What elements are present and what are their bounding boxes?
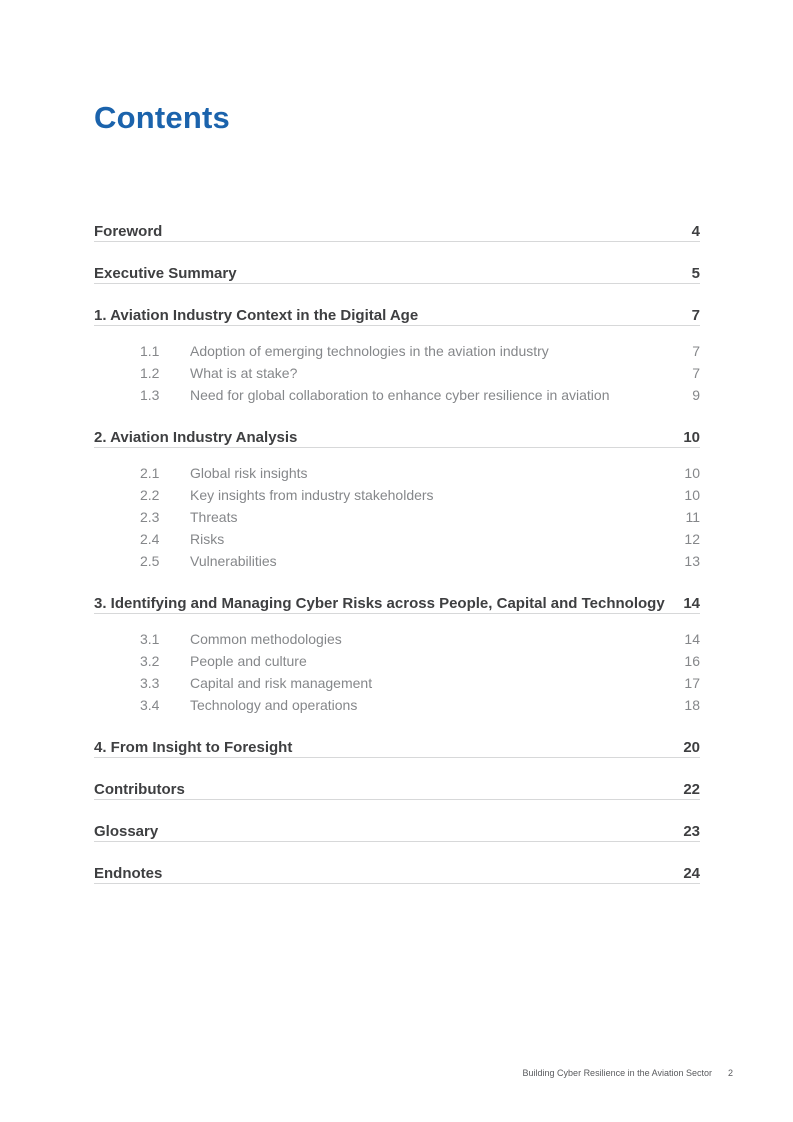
toc-subentry-number: 2.3 bbox=[140, 509, 160, 525]
toc-entry bbox=[94, 595, 700, 716]
toc-subentry-number: 2.2 bbox=[140, 487, 160, 503]
toc-subentry-row bbox=[94, 550, 700, 572]
toc-subentry-row bbox=[94, 694, 700, 716]
toc-subentry-page: 9 bbox=[692, 387, 700, 403]
toc-subentry-label: Key insights from industry stakeholders bbox=[190, 487, 434, 503]
toc-entry bbox=[94, 429, 700, 572]
toc-subentry-page: 13 bbox=[684, 553, 700, 569]
toc-subentry-row bbox=[94, 484, 700, 506]
toc-subentry-row bbox=[94, 384, 700, 406]
toc-entry bbox=[94, 307, 700, 406]
toc-subentry-number: 1.3 bbox=[140, 387, 160, 403]
toc-entry-label: 3. Identifying and Managing Cyber Risks across People, Capital and Technology bbox=[94, 595, 665, 612]
toc-entry bbox=[94, 739, 700, 758]
toc-entry-label: Endnotes bbox=[94, 865, 163, 882]
toc-subentry-label: Need for global collaboration to enhance cyber resilience in aviation bbox=[190, 387, 610, 403]
toc-subentry-page: 7 bbox=[692, 365, 700, 381]
toc-entry-label: 1. Aviation Industry Context in the Digital Age bbox=[94, 307, 419, 324]
toc-subentry-label: People and culture bbox=[190, 653, 307, 669]
toc-subentry-label: Global risk insights bbox=[190, 465, 308, 481]
toc-subentry-row bbox=[94, 506, 700, 528]
toc-subentry-label: Capital and risk management bbox=[190, 675, 373, 691]
toc-entry-page: 24 bbox=[683, 865, 700, 882]
toc-subentry-label: Technology and operations bbox=[190, 697, 358, 713]
toc-entry-page: 14 bbox=[683, 595, 700, 612]
toc-subentry-number: 3.1 bbox=[140, 631, 160, 647]
toc-subentry-page: 12 bbox=[684, 531, 700, 547]
toc-entry-page: 23 bbox=[683, 823, 700, 840]
toc-entry-page: 22 bbox=[683, 781, 700, 798]
toc-subentry-number: 3.2 bbox=[140, 653, 160, 669]
toc-entry-label: Contributors bbox=[94, 781, 185, 798]
toc-entry-page: 5 bbox=[691, 265, 700, 282]
toc-subentry-page: 16 bbox=[684, 653, 700, 669]
toc-entry-label: Executive Summary bbox=[94, 265, 237, 282]
toc-entry-row bbox=[94, 223, 700, 242]
toc-entry-label: Glossary bbox=[94, 823, 159, 840]
toc-subentry-number: 3.3 bbox=[140, 675, 160, 691]
toc-subentry-page: 18 bbox=[684, 697, 700, 713]
toc-subentry-row bbox=[94, 340, 700, 362]
toc-subentry-page: 11 bbox=[685, 509, 700, 525]
toc-subentry-row bbox=[94, 628, 700, 650]
toc-subentry-row bbox=[94, 528, 700, 550]
toc-subentry-label: Vulnerabilities bbox=[190, 553, 277, 569]
toc-subentry-page: 14 bbox=[684, 631, 700, 647]
toc-subentry-label: Risks bbox=[190, 531, 225, 547]
toc-entry-row bbox=[94, 595, 700, 614]
toc-entry-page: 20 bbox=[683, 739, 700, 756]
toc-subentry-number: 3.4 bbox=[140, 697, 160, 713]
toc-subentry-label: Adoption of emerging technologies in the aviation industry bbox=[190, 343, 549, 359]
toc-subentry-page: 17 bbox=[684, 675, 700, 691]
toc-entry-row bbox=[94, 823, 700, 842]
toc-entry-row bbox=[94, 307, 700, 326]
footer-page-number: 2 bbox=[727, 1068, 733, 1078]
toc-entry-label: 4. From Insight to Foresight bbox=[94, 739, 293, 756]
toc-entry bbox=[94, 823, 700, 842]
page-footer bbox=[523, 1068, 733, 1079]
toc-subentry-row bbox=[94, 672, 700, 694]
toc-subentry-page: 10 bbox=[684, 487, 700, 503]
page-title: Contents bbox=[94, 100, 230, 135]
toc-entry-row bbox=[94, 781, 700, 800]
toc-subentry-number: 1.2 bbox=[140, 365, 160, 381]
toc-list bbox=[94, 223, 700, 884]
toc-entry-row bbox=[94, 429, 700, 448]
toc-entry bbox=[94, 781, 700, 800]
toc-subentries bbox=[94, 326, 700, 406]
toc-entry-label: 2. Aviation Industry Analysis bbox=[94, 429, 298, 446]
toc-entry-row bbox=[94, 739, 700, 758]
toc-entry bbox=[94, 223, 700, 242]
toc-entry-page: 10 bbox=[683, 429, 700, 446]
toc-subentry-page: 7 bbox=[692, 343, 700, 359]
toc-entry bbox=[94, 865, 700, 884]
toc-entry-page: 4 bbox=[691, 223, 700, 240]
toc-entry-page: 7 bbox=[691, 307, 700, 324]
toc-subentry-row bbox=[94, 462, 700, 484]
toc-subentries bbox=[94, 448, 700, 572]
toc-subentry-number: 2.5 bbox=[140, 553, 160, 569]
toc-entry bbox=[94, 265, 700, 284]
toc-entry-row bbox=[94, 265, 700, 284]
toc-subentry-page: 10 bbox=[684, 465, 700, 481]
toc-subentry-row bbox=[94, 362, 700, 384]
toc-subentry-row bbox=[94, 650, 700, 672]
toc-subentry-number: 2.1 bbox=[140, 465, 160, 481]
toc-subentry-label: What is at stake? bbox=[190, 365, 298, 381]
toc-subentry-number: 2.4 bbox=[140, 531, 160, 547]
toc-subentries bbox=[94, 614, 700, 716]
toc-subentry-number: 1.1 bbox=[140, 343, 160, 359]
toc-entry-row bbox=[94, 865, 700, 884]
toc-entry-label: Foreword bbox=[94, 223, 163, 240]
footer-report-title: Building Cyber Resilience in the Aviation Sector bbox=[522, 1068, 712, 1078]
toc-subentry-label: Common methodologies bbox=[190, 631, 342, 647]
toc-subentry-label: Threats bbox=[190, 509, 238, 525]
